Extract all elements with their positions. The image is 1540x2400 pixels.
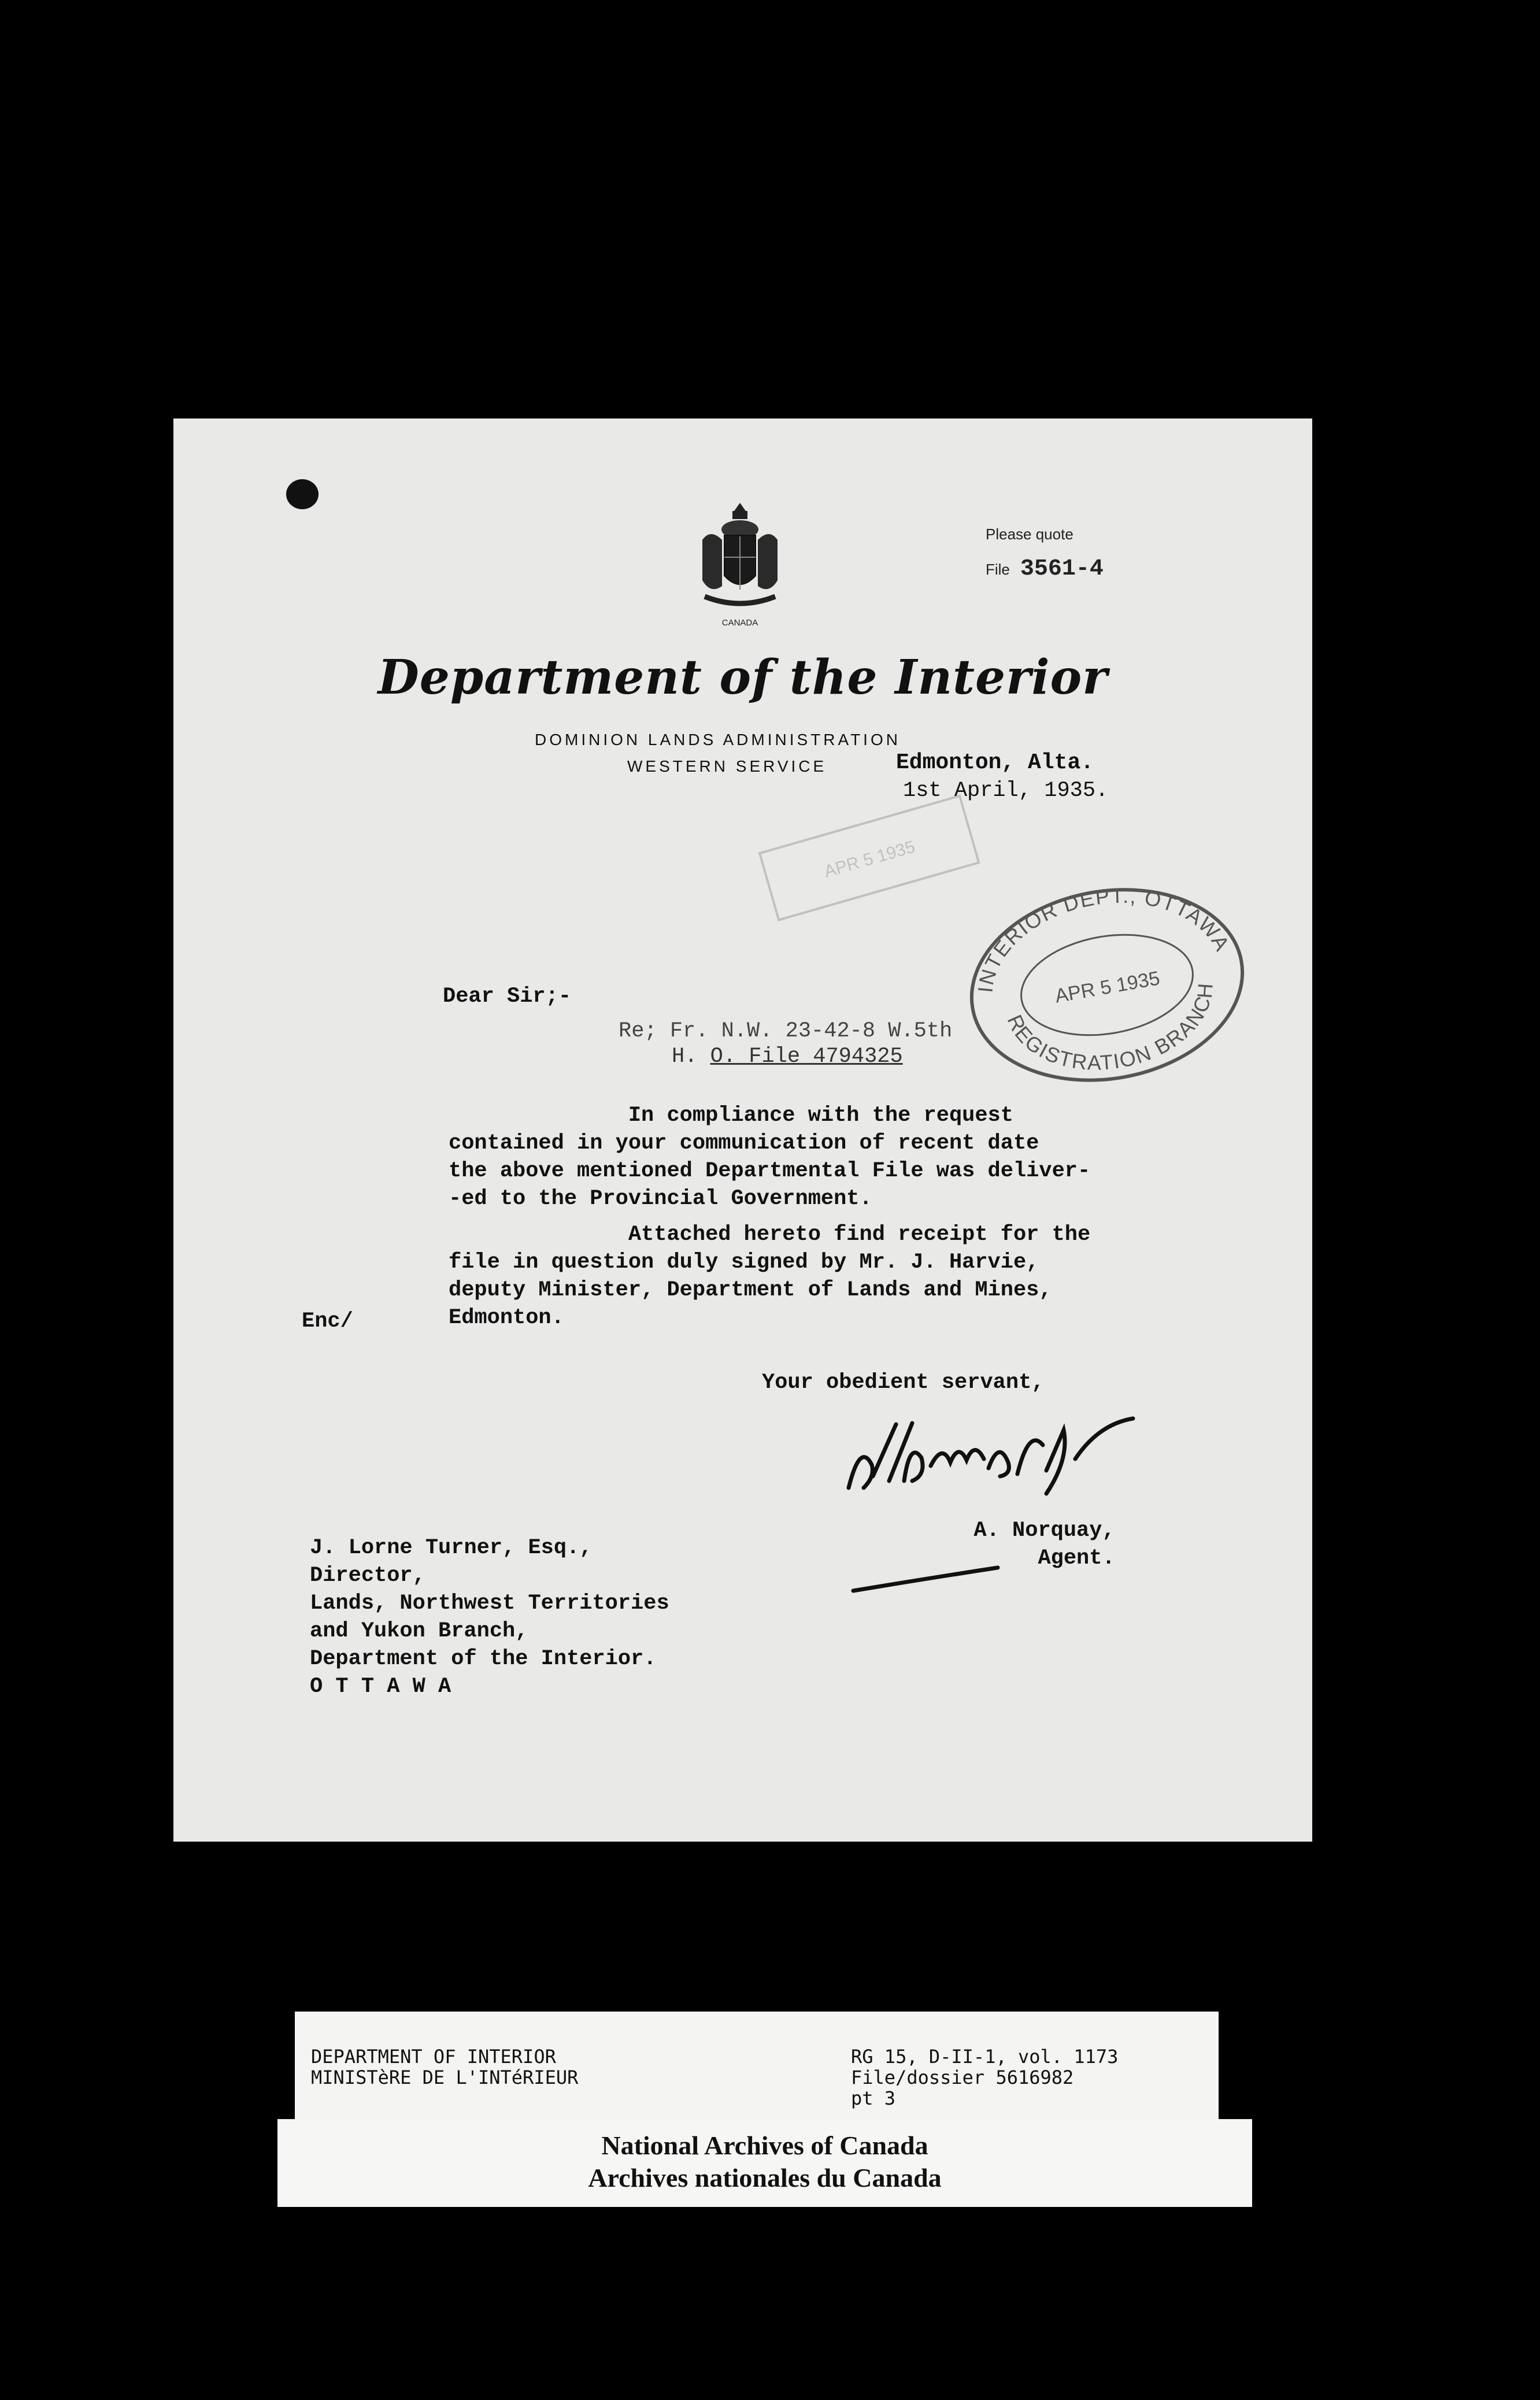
body-paragraph-1: In compliance with the request contained in your communication of recent date the above mentioned Departmental File was deliver- -ed to the Provincial Government. — [449, 1103, 1091, 1211]
service-subheading: WESTERN SERVICE — [627, 757, 827, 775]
archive-dept-en: DEPARTMENT OF INTERIOR — [311, 2046, 556, 2068]
reference-prefix: H. — [672, 1045, 710, 1069]
file-label: File — [986, 561, 1010, 578]
archive-part: pt 3 — [851, 2087, 896, 2109]
faint-received-stamp — [743, 794, 997, 927]
signer-title: Agent. — [1038, 1546, 1115, 1571]
file-reference — [986, 556, 1104, 582]
registration-stamp — [960, 881, 1254, 1089]
file-number: 3561-4 — [1020, 556, 1104, 582]
department-title: Department of the Interior — [377, 650, 1108, 705]
punch-hole — [286, 479, 319, 509]
archive-dept-fr: MINISTèRE DE L'INTéRIEUR — [311, 2066, 579, 2088]
body-paragraph-2: Attached hereto find receipt for the file in question duly signed by Mr. J. Harvie, deputy Minister, Department of Lands and Mines, Edmonton. — [449, 1223, 1091, 1330]
archives-banner — [277, 2119, 1252, 2207]
letter-location: Edmonton, Alta. — [896, 750, 1094, 775]
archives-name-en: National Archives of Canada — [601, 2131, 928, 2160]
coat-of-arms-icon — [697, 499, 783, 632]
signer-name: A. Norquay, — [973, 1518, 1115, 1543]
archive-reference — [851, 2046, 1118, 2109]
reference-line-1: Re; Fr. N.W. 23-42-8 W.5th — [619, 1019, 953, 1043]
administration-subheading: DOMINION LANDS ADMINISTRATION — [535, 731, 901, 749]
salutation: Dear Sir;- — [443, 984, 572, 1009]
archive-reference-label — [295, 2012, 1219, 2119]
archive-file: File/dossier 5616982 — [851, 2066, 1074, 2088]
stamp-date: APR 5 1935 — [1053, 967, 1162, 1008]
letter-date: 1st April, 1935. — [903, 779, 1109, 803]
archive-department — [311, 2046, 578, 2088]
faint-stamp-date: APR 5 1935 — [822, 837, 917, 882]
stamp-top-text: INTERIOR DEPT., OTTAWA — [973, 883, 1235, 994]
pen-stroke — [850, 1563, 1000, 1598]
please-quote-label: Please quote — [986, 525, 1073, 543]
archives-name-fr: Archives nationales du Canada — [588, 2163, 942, 2192]
reference-file: O. File 4794325 — [710, 1045, 903, 1069]
reference-line-2 — [672, 1043, 903, 1071]
stamp-bottom-text: REGISTRATION BRANCH — [1002, 981, 1217, 1075]
archive-rg: RG 15, D-II-1, vol. 1173 — [851, 2046, 1119, 2068]
closing: Your obedient servant, — [762, 1371, 1045, 1395]
enclosure-marker: Enc/ — [302, 1309, 353, 1334]
crest-caption: CANADA — [721, 618, 758, 628]
letter-page — [173, 418, 1312, 1842]
addressee-block: J. Lorne Turner, Esq., Director, Lands, Northwest Territories and Yukon Branch, Department of the Interior. O T T A W A — [310, 1536, 669, 1699]
handwritten-signature — [844, 1413, 1145, 1505]
